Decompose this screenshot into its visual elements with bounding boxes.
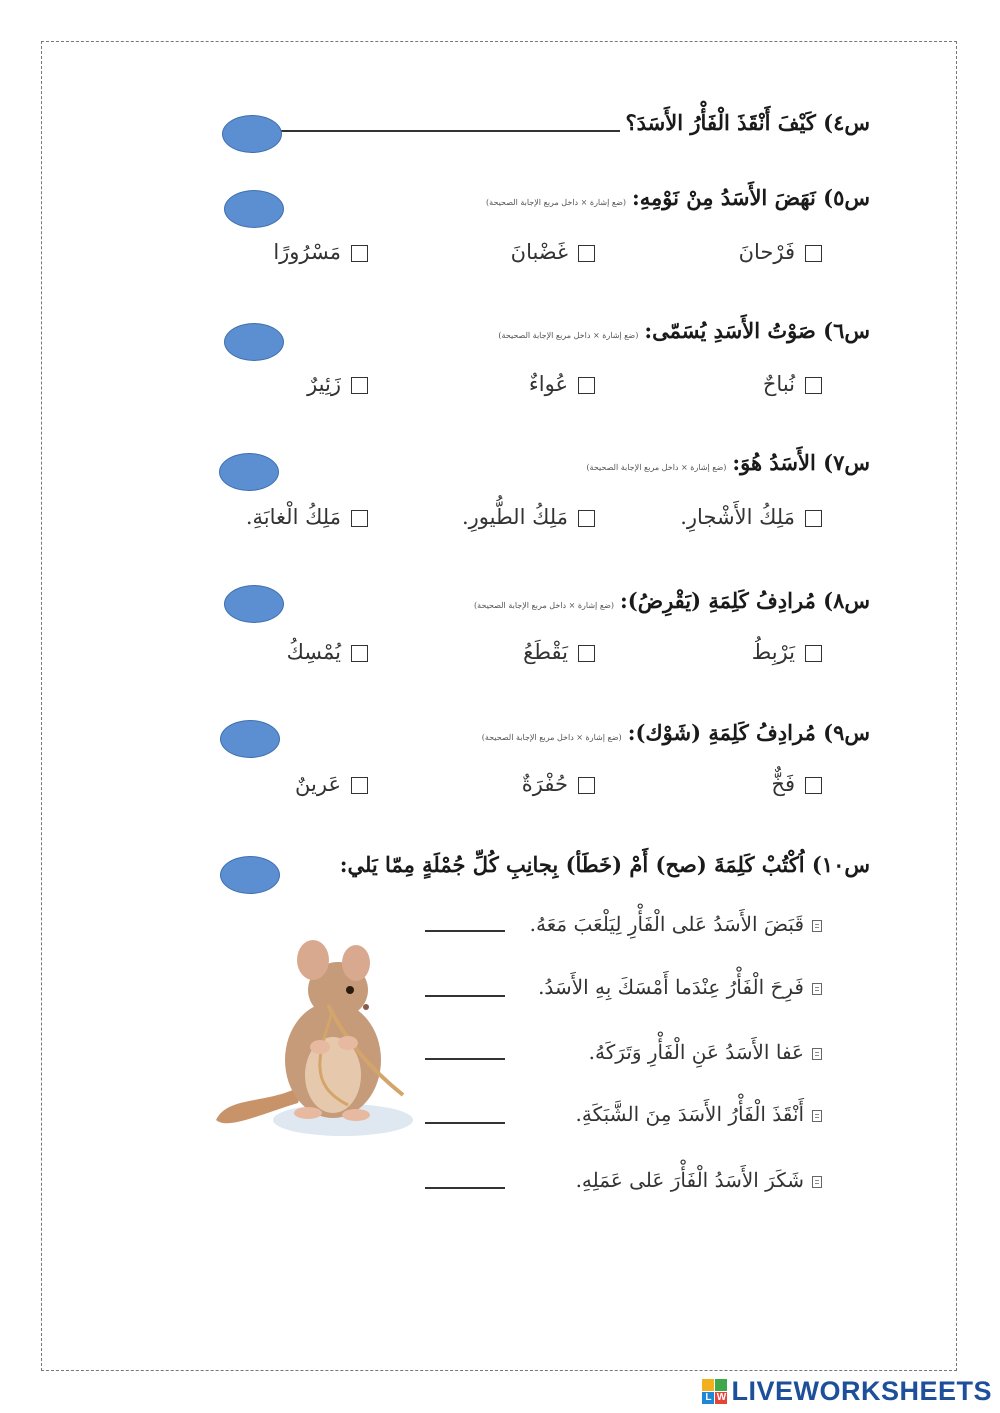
q4-answer-oval[interactable]	[222, 115, 282, 153]
q7-hint: (ضع إشارة × داخل مربع الإجابة الصحيحة)	[586, 463, 727, 472]
q10-blank-4[interactable]	[425, 1122, 505, 1124]
q6-option-2[interactable]: عُواءٌ	[529, 372, 595, 396]
q9-option-2[interactable]: حُفْرَةٌ	[522, 772, 595, 796]
q10-blank-2[interactable]	[425, 995, 505, 997]
q10-title: س١٠) اُكْتُبْ كَلِمَةَ (صح) أَمْ (خَطَأ) بِجانِبِ كُلِّ جُمْلَةٍ مِمّا يَلي:	[339, 852, 870, 877]
q10-statement-4: أَنْقَذَ الْفَأْرُ الأَسَدَ مِنَ الشَّبَكَةِ.	[576, 1102, 823, 1126]
q8-option-1[interactable]: يَرْبِطُ	[752, 640, 822, 664]
q9-answer-oval[interactable]	[220, 720, 280, 758]
q10-statement-3: عَفا الأَسَدُ عَنِ الْفَأْرِ وَتَرَكَهُ.	[589, 1040, 822, 1064]
q6-answer-oval[interactable]	[224, 323, 284, 361]
checkbox[interactable]	[578, 510, 595, 527]
document-icon	[812, 1176, 822, 1188]
q7-option-2[interactable]: مَلِكُ الطُّيورِ.	[462, 505, 595, 529]
q6-hint: (ضع إشارة × داخل مربع الإجابة الصحيحة)	[498, 331, 639, 340]
foot	[342, 1109, 370, 1121]
paw	[310, 1040, 330, 1054]
q6-title: س٦) صَوْتُ الأَسَدِ يُسَمّى:(ضع إشارة × داخل مربع الإجابة الصحيحة)	[498, 318, 870, 343]
q5-option-3[interactable]: مَسْرُورًا	[273, 240, 368, 264]
q7-option-3[interactable]: مَلِكُ الْغابَةِ.	[246, 505, 368, 529]
left-ear	[297, 940, 329, 980]
nose	[363, 1004, 369, 1010]
q6-option-3[interactable]: زَئِيرٌ	[307, 372, 368, 396]
checkbox[interactable]	[351, 245, 368, 262]
q8-option-3[interactable]: يُمْسِكُ	[287, 640, 368, 664]
document-icon	[812, 983, 822, 995]
q10-blank-3[interactable]	[425, 1058, 505, 1060]
q5-answer-oval[interactable]	[224, 190, 284, 228]
q8-option-2[interactable]: يَقْطَعُ	[523, 640, 595, 664]
q5-option-2[interactable]: غَضْبانَ	[511, 240, 595, 264]
checkbox[interactable]	[351, 377, 368, 394]
q10-answer-oval[interactable]	[220, 856, 280, 894]
q5-hint: (ضع إشارة × داخل مربع الإجابة الصحيحة)	[486, 198, 627, 207]
q7-answer-oval[interactable]	[219, 453, 279, 491]
q8-answer-oval[interactable]	[224, 585, 284, 623]
q4-answer-line	[275, 118, 620, 132]
document-icon	[812, 1048, 822, 1060]
q9-option-1[interactable]: فَخٌّ	[771, 772, 822, 796]
paw	[338, 1036, 358, 1050]
checkbox[interactable]	[351, 777, 368, 794]
checkbox[interactable]	[578, 245, 595, 262]
checkbox[interactable]	[805, 245, 822, 262]
right-ear	[342, 945, 370, 981]
q9-title: س٩) مُرادِفُ كَلِمَةِ (شَوْك):(ضع إشارة × داخل مربع الإجابة الصحيحة)	[481, 720, 870, 745]
checkbox[interactable]	[805, 377, 822, 394]
q8-hint: (ضع إشارة × داخل مربع الإجابة الصحيحة)	[474, 601, 614, 610]
liveworksheets-logo[interactable]	[702, 1376, 992, 1407]
eye	[346, 986, 354, 994]
checkbox[interactable]	[578, 645, 595, 662]
checkbox[interactable]	[805, 510, 822, 527]
q7-option-1[interactable]: مَلِكُ الأَشْجارِ.	[680, 505, 822, 529]
q9-hint: (ضع إشارة × داخل مربع الإجابة الصحيحة)	[481, 733, 622, 742]
q6-option-1[interactable]: نُباحٌ	[763, 372, 822, 396]
q9-option-3[interactable]: عَرينٌ	[295, 772, 368, 796]
checkbox[interactable]	[805, 777, 822, 794]
q10-blank-5[interactable]	[425, 1187, 505, 1189]
q8-title: س٨) مُرادِفُ كَلِمَةِ (يَقْرِضُ):(ضع إشارة × داخل مربع الإجابة الصحيحة)	[474, 588, 870, 613]
q10-statement-2: فَرِحَ الْفَأْرُ عِنْدَما أَمْسَكَ بِهِ الأَسَدُ.	[538, 975, 822, 999]
document-icon	[812, 1110, 822, 1122]
foot	[294, 1107, 322, 1119]
checkbox[interactable]	[578, 377, 595, 394]
document-icon	[812, 920, 822, 932]
q7-title: س٧) الأَسَدُ هُوَ:(ضع إشارة × داخل مربع الإجابة الصحيحة)	[586, 450, 870, 475]
q10-statement-1: قَبَضَ الأَسَدُ عَلى الْفَأْرِ لِيَلْعَبَ مَعَهُ.	[530, 912, 822, 936]
brand-name: LIVEWORKSHEETS	[731, 1376, 992, 1406]
q5-option-1[interactable]: فَرْحانَ	[739, 240, 822, 264]
q10-statement-5: شَكَرَ الأَسَدُ الْفَأْرَ عَلى عَمَلِهِ.	[576, 1168, 822, 1192]
q10-blank-1[interactable]	[425, 930, 505, 932]
q5-title: س٥) نَهَضَ الأَسَدُ مِنْ نَوْمِهِ:(ضع إشارة × داخل مربع الإجابة الصحيحة)	[486, 185, 870, 210]
checkbox[interactable]	[351, 510, 368, 527]
checkbox[interactable]	[351, 645, 368, 662]
checkbox[interactable]	[805, 645, 822, 662]
logo-mark-icon: L W	[702, 1379, 727, 1404]
mouse-illustration	[208, 935, 418, 1145]
q4-title: س٤) كَيْفَ أَنْقَذَ الْفَأْرُ الأَسَدَ؟	[267, 110, 870, 135]
checkbox[interactable]	[578, 777, 595, 794]
